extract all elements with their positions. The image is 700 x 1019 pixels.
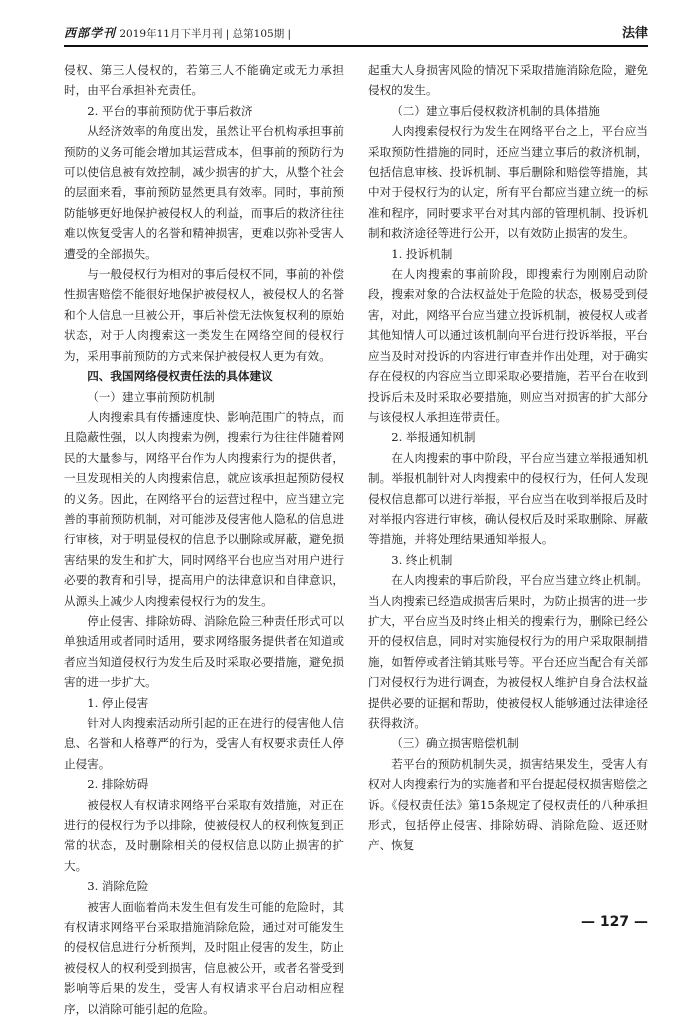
section-heading: 2. 平台的事前预防优于事后救济 bbox=[87, 103, 253, 118]
paragraph: 被害人面临着尚未发生但有发生可能的危险时，其有权请求网络平台采取措施消除危险，通过对可能发生的侵权信息进行分析预判，及时阻止侵害的发生，防止被侵权人的权利受到损害，信息被公开，或者名誉受到影响等后果的发生，受害人有权请求平台启动相应程序，以消除可能引起的危险。 bbox=[64, 899, 344, 1016]
section-heading: 四、我国网络侵权责任法的具体建议 bbox=[87, 369, 273, 384]
paragraph: 针对人肉搜索活动所引起的正在进行的侵害他人信息、名誉和人格尊严的行为，受害人有权要求责任人停止侵害。 bbox=[64, 716, 344, 771]
section-heading: 2. 举报通知机制 bbox=[391, 430, 476, 445]
page-number: — 127 — bbox=[581, 914, 648, 930]
paragraph: 起重大人身损害风险的情况下采取措施消除危险，避免侵权的发生。 bbox=[368, 63, 648, 98]
section-heading: 3. 消除危险 bbox=[87, 879, 149, 894]
paragraph: 若平台的预防机制失灵，损害结果发生，受害人有权对人肉搜索行为的实施者和平台提起侵权损害赔偿之诉。《侵权责任法》第15条规定了侵权责任的八种承担形式，包括停止侵害、排除妨碍、消除危险、返还财产、恢复 bbox=[368, 756, 648, 853]
left-column bbox=[64, 60, 344, 1019]
running-header bbox=[64, 20, 648, 46]
section-heading: 3. 终止机制 bbox=[391, 552, 453, 567]
section-heading: 2. 排除妨碍 bbox=[87, 777, 149, 792]
paragraph: 从经济效率的角度出发，虽然让平台机构承担事前预防的义务可能会增加其运营成本，但事前的预防行为可以使信息被有效控制，减少损害的扩大，从整个社会的层面来看，事前预防显然更具有效率。同时，事前预防能够更好地保护被侵权人的利益，而事后的救济往往难以恢复受害人的名誉和精神损害，更难以弥补受害人遭受的全部损失。 bbox=[64, 124, 344, 261]
right-column bbox=[368, 60, 648, 856]
section-heading: 1. 停止侵害 bbox=[87, 695, 149, 710]
paragraph: 被侵权人有权请求网络平台采取有效措施，对正在进行的侵权行为予以排除，使被侵权人的权利恢复到正常的状态，及时删除相关的侵权信息以防止损害的扩大。 bbox=[64, 797, 344, 873]
paragraph: 人肉搜索具有传播速度快、影响范围广的特点，而且隐蔽性强，以人肉搜索为例，搜索行为往往伴随着网民的大量参与，网络平台作为人肉搜索行为的提供者，一旦发现相关的人肉搜索信息，就应该承担起预防侵权的义务。因此，在网络平台的运营过程中，应当建立完善的事前预防机制，对可能涉及侵害他人隐私的信息进行审核，对于明显侵权的信息予以删除或屏蔽，避免损害结果的发生和扩大，同时网络平台也应当对用户进行必要的教育和引导，提高用户的法律意识和自律意识，从源头上减少人肉搜索侵权行为的发生。 bbox=[64, 409, 344, 608]
journal-info bbox=[64, 24, 291, 41]
section-heading: 1. 投诉机制 bbox=[391, 246, 453, 261]
paragraph: 侵权、第三人侵权的，若第三人不能确定或无力承担时，由平台承担补充责任。 bbox=[64, 63, 344, 98]
paragraph: 停止侵害、排除妨碍、消除危险三种责任形式可以单独适用或者同时适用，要求网络服务提供者在知道或者应当知道侵权行为发生后及时采取必要措施，避免损害的进一步扩大。 bbox=[64, 613, 344, 690]
header-rule bbox=[64, 45, 648, 47]
paragraph: 与一般侵权行为相对的事后侵权不同，事前的补偿性损害赔偿不能很好地保护被侵权人，被侵权人的名誉和个人信息一旦被公开，事后补偿无法恢复权利的原始状态，对于人肉搜索这一类发生在网络空间的侵权行为，采用事前预防的方式来保护被侵权人更为有效。 bbox=[64, 267, 344, 363]
paragraph: 在人肉搜索的事中阶段，平台应当建立举报通知机制。举报机制针对人肉搜索中的侵权行为，任何人发现侵权信息都可以进行举报，平台应当在收到举报后及时对举报内容进行审核，确认侵权后及时采取删除、屏蔽等措施，并将处理结果通知举报人。 bbox=[368, 450, 648, 547]
section-heading: （二）建立事后侵权救济机制的具体措施 bbox=[391, 103, 600, 118]
paragraph: 在人肉搜索的事后阶段，平台应当建立终止机制。当人肉搜索已经造成损害后果时，为防止损害的进一步扩大，平台应当及时终止相关的搜索行为，删除已经公开的侵权信息，同时对实施侵权行为的用户采取限制措施，如暂停或者注销其账号等。平台还应当配合有关部门对侵权行为进行调查，为被侵权人维护自身合法权益提供必要的证据和帮助，使被侵权人能够通过法律途径获得救济。 bbox=[368, 573, 648, 730]
paragraph: 人肉搜索侵权行为发生在网络平台之上，平台应当采取预防性措施的同时，还应当建立事后的救济机制，包括信息审核、投诉机制、事后删除和赔偿等措施，其中对于侵权行为的认定，所有平台都应当建立统一的标准和程序，同时要求平台对其内部的管理机制、投诉机制和救济途径等进行公开，以有效防止损害的发生。 bbox=[368, 124, 648, 241]
section-label: 法律 bbox=[621, 26, 648, 41]
journal-title: 西部学刊 bbox=[64, 26, 117, 40]
section-heading: （三）确立损害赔偿机制 bbox=[391, 736, 519, 751]
paragraph: 在人肉搜索的事前阶段，即搜索行为刚刚启动阶段，搜索对象的合法权益处于危险的状态，极易受到侵害，对此，网络平台应当建立投诉机制，被侵权人或者其他知情人可以通过该机制向平台进行投诉举报，平台应当及时对投诉的内容进行审查并作出处理，对于确实存在侵权的内容应当立即采取必要措施，若平台在收到投诉后未及时采取必要措施，则应当对损害的扩大部分与该侵权人承担连带责任。 bbox=[368, 267, 648, 424]
issue-info: 2019年11月下半月刊 | 总第105期 | bbox=[119, 28, 292, 40]
section-heading: （一）建立事前预防机制 bbox=[87, 389, 215, 404]
